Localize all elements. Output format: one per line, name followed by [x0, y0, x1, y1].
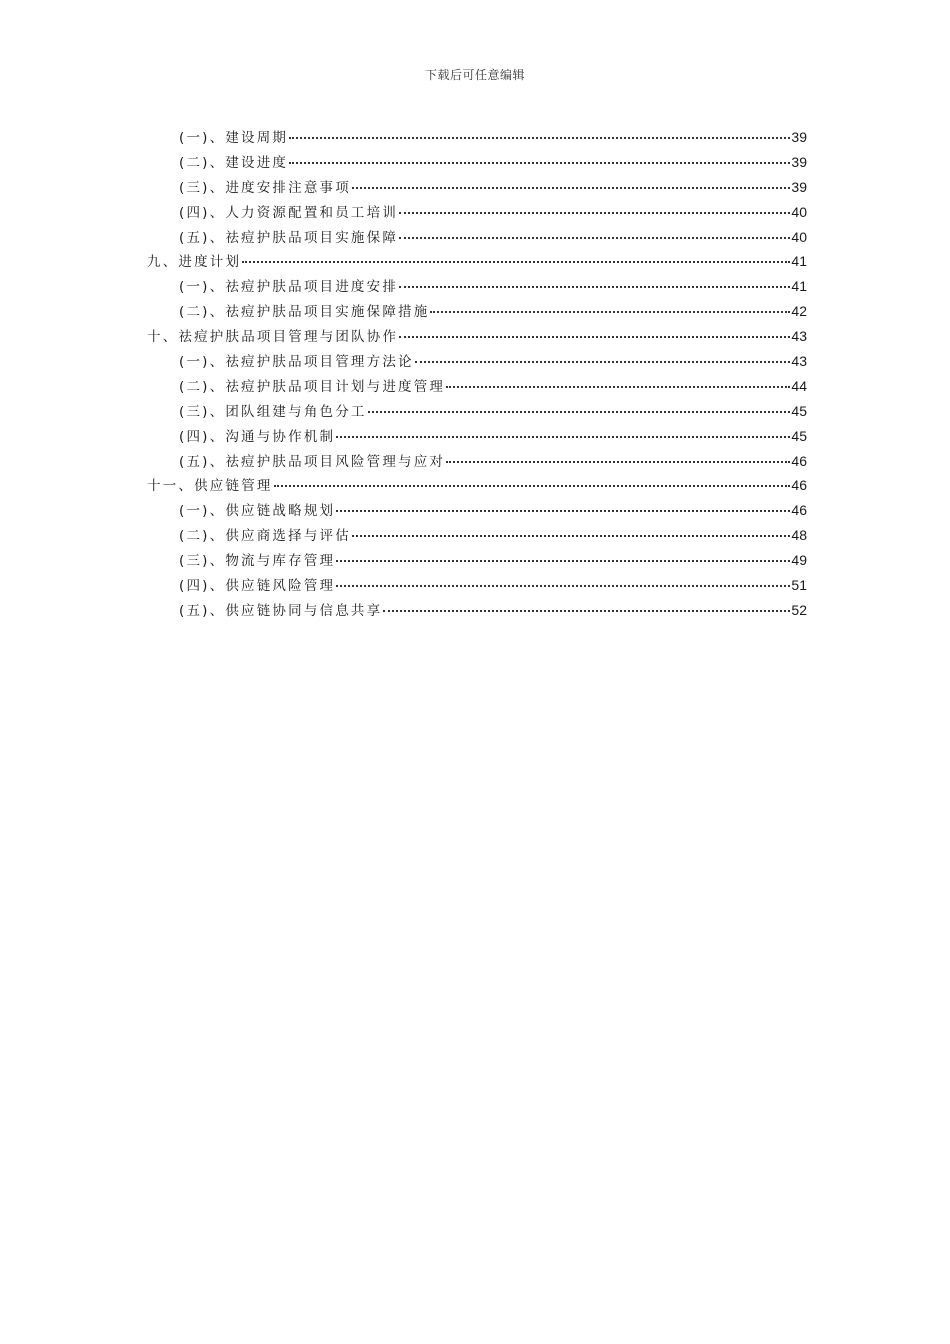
toc-entry[interactable] [147, 151, 807, 176]
toc-entry-page-number: 39 [791, 129, 807, 145]
toc-entry-title: (四)、人力资源配置和员工培训 [179, 204, 399, 221]
toc-entry[interactable] [147, 226, 807, 251]
toc-entry-title: (四)、供应链风险管理 [179, 578, 336, 595]
toc-dot-leader [336, 584, 790, 587]
toc-entry-page-number: 40 [791, 228, 807, 245]
toc-entry[interactable] [147, 450, 807, 475]
toc-entry[interactable] [147, 375, 807, 400]
toc-entry-title: 十一、供应链管理 [147, 478, 273, 495]
toc-dot-leader [368, 410, 791, 413]
toc-entry-page-number: 51 [791, 577, 807, 594]
toc-dot-leader [242, 260, 790, 263]
toc-dot-leader [352, 534, 790, 537]
toc-entry[interactable] [147, 524, 807, 549]
toc-entry-title: (二)、祛痘护肤品项目计划与进度管理 [179, 378, 446, 395]
toc-dot-leader [336, 435, 790, 438]
toc-dot-leader [446, 460, 790, 463]
toc-dot-leader [430, 310, 790, 313]
toc-entry-title: (二)、建设进度 [179, 154, 289, 171]
toc-entry[interactable] [147, 474, 807, 499]
toc-entry[interactable] [147, 574, 807, 599]
toc-entry[interactable] [147, 599, 807, 624]
toc-entry-page-number: 43 [791, 353, 807, 370]
toc-entry[interactable] [147, 549, 807, 574]
toc-dot-leader [446, 385, 790, 388]
table-of-contents [147, 126, 807, 624]
toc-entry[interactable] [147, 176, 807, 201]
toc-entry-page-number: 40 [791, 203, 807, 220]
toc-entry[interactable] [147, 250, 807, 275]
toc-entry[interactable] [147, 499, 807, 524]
toc-entry-title: (三)、进度安排注意事项 [179, 179, 351, 196]
toc-entry-title: (五)、祛痘护肤品项目实施保障 [179, 229, 399, 246]
toc-entry-title: (三)、团队组建与角色分工 [179, 403, 367, 420]
toc-entry[interactable] [147, 325, 807, 350]
toc-entry-page-number: 39 [791, 178, 807, 195]
toc-entry-page-number: 45 [791, 427, 807, 444]
toc-entry-title: (一)、祛痘护肤品项目进度安排 [179, 279, 399, 296]
toc-entry[interactable] [147, 350, 807, 375]
toc-entry[interactable] [147, 300, 807, 325]
toc-entry-title: 十、祛痘护肤品项目管理与团队协作 [147, 329, 399, 346]
toc-entry-title: (一)、供应链战略规划 [179, 503, 336, 520]
toc-entry-page-number: 41 [791, 278, 807, 295]
toc-entry[interactable] [147, 425, 807, 450]
toc-dot-leader [274, 484, 791, 487]
toc-entry-title: 九、进度计划 [147, 254, 242, 271]
toc-entry-page-number: 41 [791, 253, 807, 270]
toc-entry-title: (一)、祛痘护肤品项目管理方法论 [179, 354, 414, 371]
toc-entry-page-number: 49 [791, 552, 807, 569]
toc-entry-title: (四)、沟通与协作机制 [179, 428, 336, 445]
toc-entry[interactable] [147, 126, 807, 151]
toc-entry[interactable] [147, 275, 807, 300]
toc-entry-page-number: 52 [791, 601, 807, 618]
toc-entry-page-number: 45 [791, 402, 807, 419]
toc-dot-leader [415, 360, 791, 363]
toc-dot-leader [336, 509, 790, 512]
toc-entry-page-number: 42 [791, 303, 807, 320]
toc-entry-title: (三)、物流与库存管理 [179, 553, 336, 570]
toc-dot-leader [399, 335, 790, 338]
toc-entry-title: (五)、供应链协同与信息共享 [179, 602, 383, 619]
toc-dot-leader [399, 236, 790, 239]
toc-dot-leader [289, 161, 790, 164]
toc-entry-page-number: 46 [791, 502, 807, 519]
page-header: 下载后可任意编辑 [424, 68, 525, 82]
toc-entry[interactable] [147, 201, 807, 226]
toc-dot-leader [399, 211, 790, 214]
toc-entry-page-number: 46 [791, 452, 807, 469]
toc-entry-page-number: 48 [791, 527, 807, 544]
toc-entry-page-number: 43 [791, 328, 807, 345]
toc-entry[interactable] [147, 400, 807, 425]
toc-entry-title: (二)、供应商选择与评估 [179, 528, 351, 545]
toc-entry-page-number: 46 [791, 477, 807, 494]
toc-dot-leader [383, 609, 790, 612]
toc-entry-page-number: 39 [791, 153, 807, 170]
toc-entry-title: (五)、祛痘护肤品项目风险管理与应对 [179, 453, 446, 470]
toc-entry-title: (一)、建设周期 [179, 130, 289, 146]
toc-entry-page-number: 44 [791, 377, 807, 394]
toc-dot-leader [352, 186, 790, 189]
toc-entry-title: (二)、祛痘护肤品项目实施保障措施 [179, 304, 430, 321]
toc-dot-leader [336, 559, 790, 562]
toc-dot-leader [399, 285, 790, 288]
toc-dot-leader [289, 136, 790, 139]
